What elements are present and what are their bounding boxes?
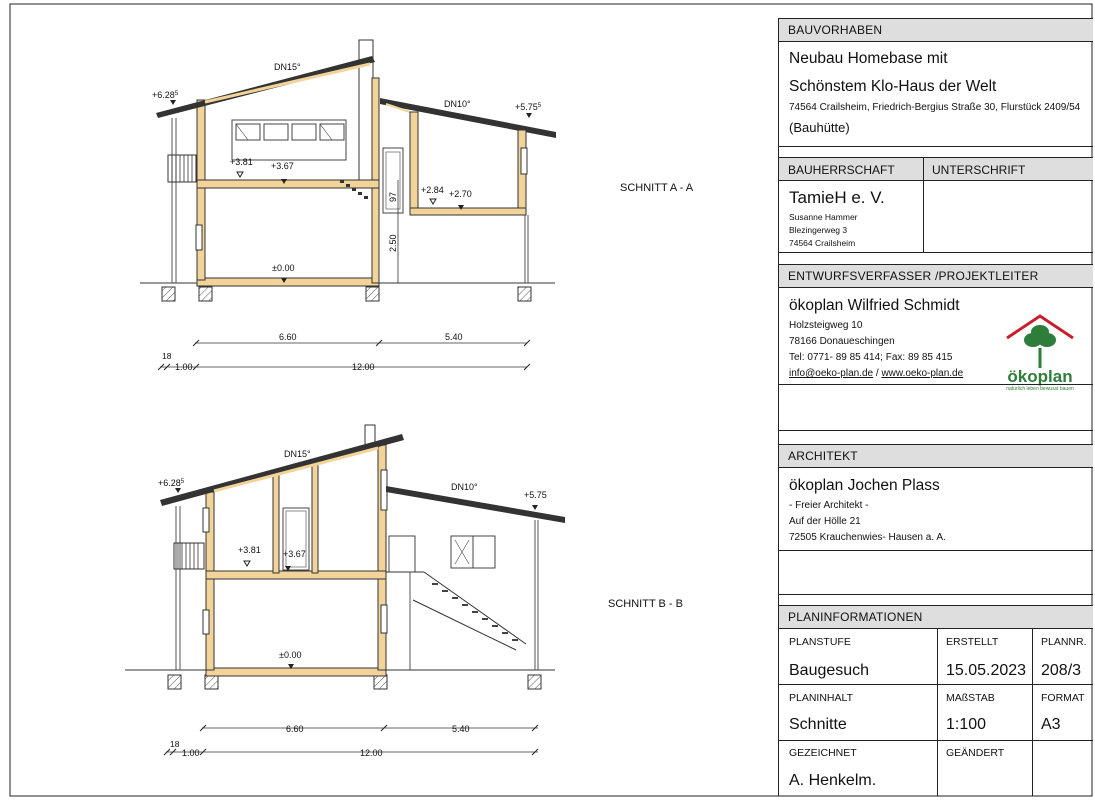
planinhalt-label: PLANINHALT [789,692,853,704]
section-b-dim-thick: 18 [170,739,180,749]
massstab-label: MAßSTAB [946,692,995,704]
architekt-header: ARCHITEKT [779,444,1093,468]
client-person: Susanne Hammer [789,212,858,222]
section-a-dim-thick: 18 [162,351,172,361]
designer-name: ökoplan Wilfried Schmidt [789,297,960,314]
client-city: 74564 Crailsheim [789,238,856,248]
plannr-label: PLANNR. [1041,636,1087,648]
section-a-level-upper-1: +3.81 [230,157,253,167]
planinhalt-value: Schnitte [789,716,847,733]
architect-name: ökoplan Jochen Plass [789,477,940,494]
massstab-value: 1:100 [946,716,987,733]
section-b-title: SCHNITT B - B [608,598,683,610]
section-b-drawing [125,425,683,758]
section-b-roof-left: DN15° [284,449,311,459]
project-address: 74564 Crailsheim, Friedrich-Bergius Straße 30, Flurstück 2409/54 [789,102,1081,113]
gezeichnet-label: GEZEICHNET [789,747,857,759]
title-block [778,18,1093,796]
erstellt-label: ERSTELLT [946,636,999,648]
svg-text:natürlich leben bewusst bauen: natürlich leben bewusst bauen [1006,386,1074,392]
planstufe-value: Baugesuch [789,662,870,679]
section-a-dim-width-2: 5.40 [445,332,463,342]
section-a-level-ground: ±0.00 [272,263,295,273]
section-a-title: SCHNITT A - A [620,182,694,194]
oekoplan-logo [991,308,1089,392]
plannr-value: 208/3 [1041,662,1082,679]
unterschrift-label: UNTERSCHRIFT [932,163,1026,177]
format-label: FORMAT [1041,692,1085,704]
section-b-level-top-left: $+6.28^5$ [158,478,185,488]
designer-street: Holzsteigweg 10 [789,320,863,331]
geaendert-label: GEÄNDERT [946,747,1005,759]
section-b-level-ground: ±0.00 [279,650,302,660]
section-a-roof-left: DN15° [274,62,301,72]
section-a-dim-total: 12.00 [352,362,375,372]
website-link[interactable]: www.oeko-plan.de [881,368,964,379]
bauherrschaft-label: BAUHERRSCHAFT [788,163,895,177]
designer-phone: Tel: 0771- 89 85 414; Fax: 89 85 415 [789,352,953,363]
project-line-2: Schönstem Klo-Haus der Welt [789,78,997,95]
gezeichnet-value: A. Henkelm. [789,772,877,789]
section-b-level-upper-1: +3.81 [238,545,261,555]
erstellt-value: 15.05.2023 [946,662,1027,679]
planinfo-header: PLANINFORMATIONEN [779,605,1093,629]
section-b-roof-right: DN10° [451,482,478,492]
bauvorhaben-header: BAUVORHABEN [779,18,1093,42]
section-a-dim-width-1: 6.60 [279,332,297,342]
architect-city: 72505 Krauchenwies- Hausen a. A. [789,532,946,543]
section-b-dim-width-1: 6.60 [286,724,304,734]
designer-links: info@oeko-plan.de / www.oeko-plan.de [789,368,964,379]
architect-role: - Freier Architekt - [789,500,869,511]
section-b-level-top-right: +5.75 [524,490,547,500]
section-b-dim-total: 12.00 [360,748,383,758]
section-b-dim-overhang: 1.00 [182,748,200,758]
section-b-level-upper-2: +3.67 [283,549,306,559]
house-tree-icon [991,308,1089,392]
section-a-dim-overhang: 1.00 [175,362,193,372]
section-a-level-upper-2: +3.67 [271,161,294,171]
email-link[interactable]: info@oeko-plan.de [789,368,874,379]
section-a-drawing [140,40,694,372]
section-a-level-mid-1: +2.84 [421,185,444,195]
section-a-roof-right: DN10° [444,99,471,109]
designer-city: 78166 Donaueschingen [789,336,895,347]
format-value: A3 [1041,716,1061,733]
entwurf-header: ENTWURFSVERFASSER /PROJEKTLEITER [779,264,1093,288]
client-name: TamieH e. V. [789,188,885,207]
section-b-dim-width-2: 5.40 [452,724,470,734]
section-a-dim-vert-2: 2.50 [388,234,398,252]
planstufe-label: PLANSTUFE [789,636,851,648]
svg-text:ökoplan: ökoplan [1007,367,1073,386]
project-line-1: Neubau Homebase mit [789,50,948,67]
client-street: Blezingerweg 3 [789,225,848,235]
section-a-level-mid-2: +2.70 [449,189,472,199]
project-note: (Bauhütte) [789,120,850,135]
architect-street: Auf der Hölle 21 [789,516,861,527]
section-a-level-top-right: $+5.75^5$ [515,102,542,112]
section-a-dim-vert-1: 97 [388,191,398,202]
section-a-level-top-left: $+6.28^5$ [152,90,179,100]
